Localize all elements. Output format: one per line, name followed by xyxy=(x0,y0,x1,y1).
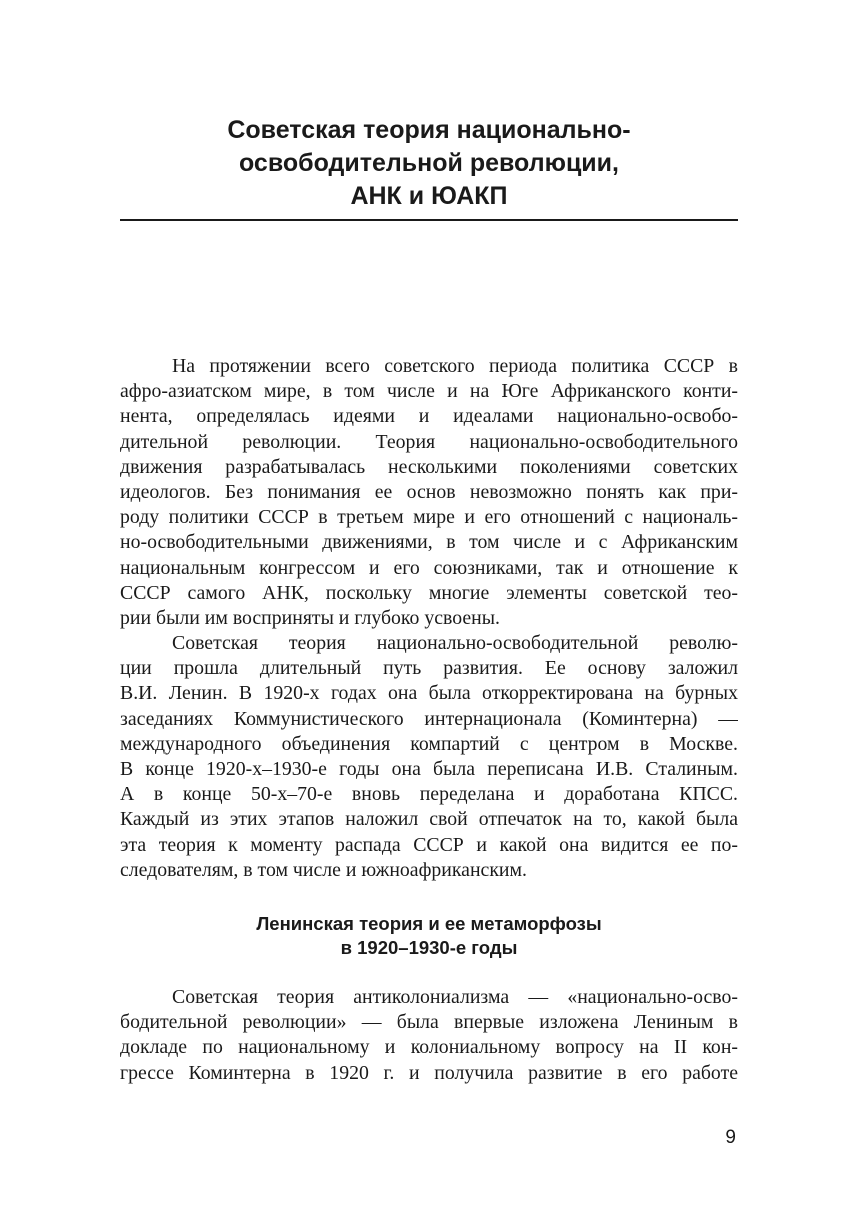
text-line: А в конце 50-х–70-е вновь переделана и доработана КПСС. xyxy=(120,783,738,806)
paragraph-2 xyxy=(120,631,738,883)
text-line: национальным конгрессом и его союзниками, так и отношение к xyxy=(120,556,738,579)
text-line: рии были им восприняты и глубоко усвоены. xyxy=(120,606,500,629)
text-line: Советская теория антиколониализма — «национально-осво- xyxy=(172,986,738,1008)
text-line: афро-азиатском мире, в том числе и на Юге Африканского конти- xyxy=(120,380,738,403)
text-line: бодительной революции» — была впервые изложена Лениным в xyxy=(120,1011,738,1034)
chapter-title-line: Советская теория национально- xyxy=(227,116,631,144)
text-line: В.И. Ленин. В 1920-х годах она была откорректирована на бурных xyxy=(120,682,738,705)
text-line: следователям, в том числе и южноафриканским. xyxy=(120,858,527,881)
text-line: заседаниях Коммунистического интернационала (Коминтерна) — xyxy=(120,707,738,730)
chapter-title-line: АНК и ЮАКП xyxy=(350,182,508,210)
text-line: нента, определялась идеями и идеалами национально-освобо- xyxy=(120,405,738,428)
text-line: докладе по национальному и колониальному вопросу на II кон- xyxy=(120,1036,738,1059)
text-line: идеологов. Без понимания ее основ невозможно понять как при- xyxy=(120,480,738,503)
section-title xyxy=(120,912,738,960)
text-line: На протяжении всего советского периода политика СССР в xyxy=(172,355,738,377)
text-line: но-освободительными движениями, в том числе и с Африканским xyxy=(120,531,738,554)
chapter-title xyxy=(120,114,738,213)
text-line: СССР самого АНК, поскольку многие элементы советской тео- xyxy=(120,581,738,604)
text-line: Советская теория национально-освободительной револю- xyxy=(172,632,738,654)
text-line: дительной революции. Теория национально-освободительного xyxy=(120,430,738,453)
text-line: грессе Коминтерна в 1920 г. и получила развитие в его работе xyxy=(120,1061,738,1084)
paragraph-3 xyxy=(120,985,738,1086)
text-line: ции прошла длительный путь развития. Ее основу заложил xyxy=(120,657,738,680)
text-line: движения разрабатывалась несколькими поколениями советских xyxy=(120,455,738,478)
text-line: Каждый из этих этапов наложил свой отпечаток на то, какой была xyxy=(120,808,738,831)
text-line: роду политики СССР в третьем мире и его отношений с националь- xyxy=(120,506,738,529)
paragraph-1 xyxy=(120,354,738,631)
text-line: международного объединения компартий с центром в Москве. xyxy=(120,732,738,755)
text-line: эта теория к моменту распада СССР и какой она видится ее по- xyxy=(120,833,738,856)
title-divider xyxy=(120,219,738,221)
section-title-line: в 1920–1930-е годы xyxy=(340,937,518,958)
section-title-line: Ленинская теория и ее метаморфозы xyxy=(256,913,602,934)
page-number: 9 xyxy=(725,1127,736,1148)
text-line: В конце 1920-х–1930-е годы она была переписана И.В. Сталиным. xyxy=(120,757,738,780)
chapter-title-line: освободительной революции, xyxy=(238,149,619,177)
